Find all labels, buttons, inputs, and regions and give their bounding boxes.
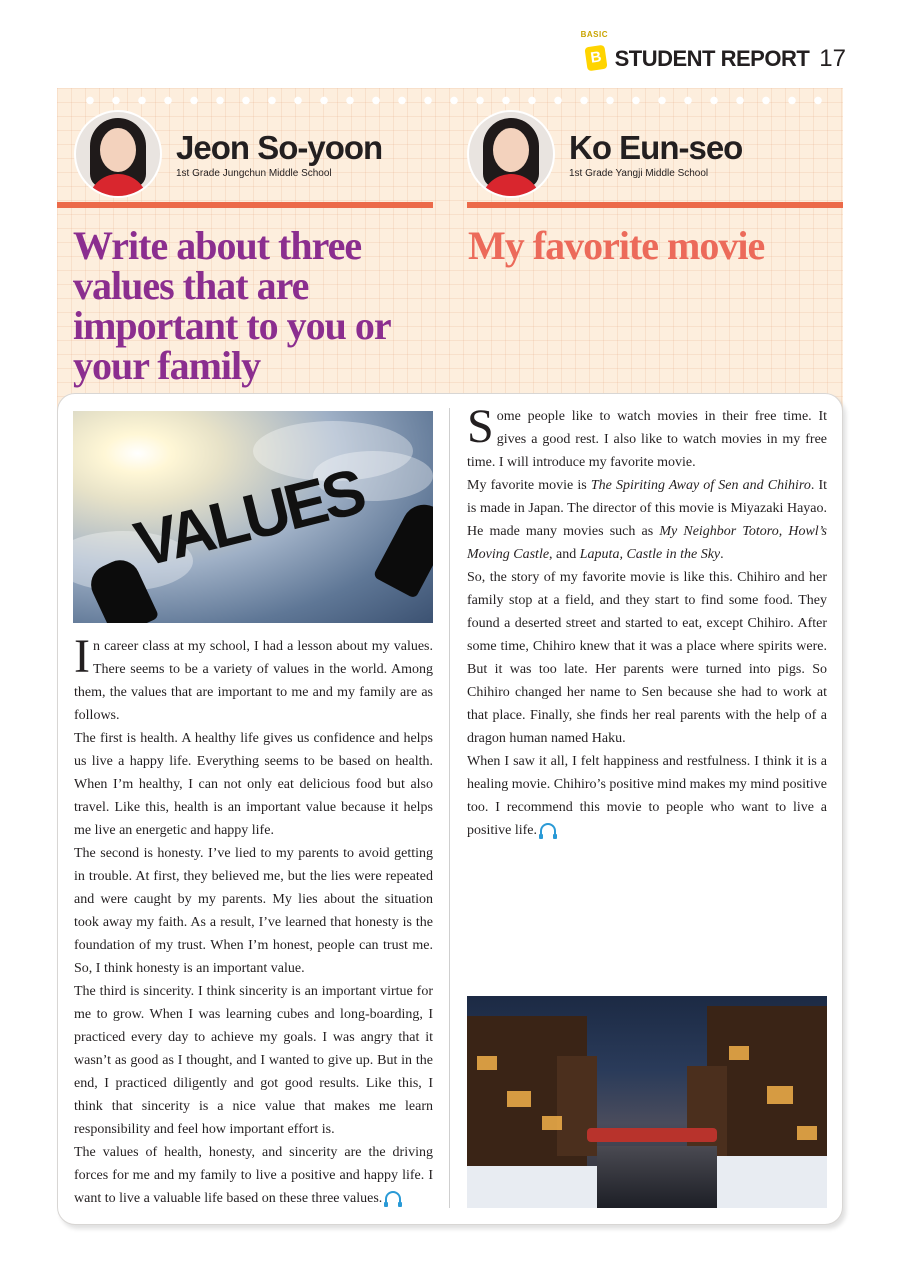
right-paragraph: When I saw it all, I felt happiness and restfulness. I think it is a healing movie. Chihiro’s positive mind makes my mind positive too. I recommend this movie to people who want to live a positive life.	[467, 754, 827, 838]
movie-title: The Spiriting Away of Sen and Chihiro	[590, 478, 811, 493]
left-paragraph: The values of health, honesty, and sincerity are the driving forces for me and my family to live a positive and happy life. I want to live a valuable life based on these three values.	[74, 1145, 433, 1206]
right-author-avatar	[467, 110, 555, 198]
left-paragraph: In career class at my school, I had a lesson about my values. There seems to be a variety of values in the world. Among them, the values that are important to me and my family are as follows.	[74, 630, 433, 723]
left-title-rule	[57, 202, 433, 208]
red-bridge	[587, 1128, 717, 1142]
left-author-name: Jeon So-yoon	[176, 128, 383, 166]
basic-badge-icon	[581, 30, 609, 72]
column-divider	[449, 408, 450, 1208]
right-paragraph: So, the story of my favorite movie is like this. Chihiro and her family stop at a field, and they start to find some food. They found a deserted street and started to eat, except Chihiro. After some time, Chihiro knew that it was a place where spirits were. But it was too late. Her parents were turned into pigs. So Chihiro changed her name to Sen because she had to work at that place. Finally, she finds her real parents with the help of a dragon human named Haku.	[467, 570, 827, 746]
right-article-title: My favorite movie	[468, 223, 765, 268]
movie-title: My Neighbor Totoro	[659, 524, 779, 539]
snowy-town-photo	[467, 996, 827, 1208]
values-photo	[73, 411, 433, 623]
badge-letter: B	[584, 45, 607, 72]
section-title: STUDENT REPORT	[614, 46, 810, 71]
right-paragraph: My favorite movie is The Spiriting Away of Sen and Chihiro. It is made in Japan. The director of this movie is Miyazaki Hayao. He made many movies such as My Neighbor Totoro, Howl’s Moving Castle, and Laputa, Castle in the Sky.	[467, 478, 828, 562]
values-photo-word: VALUES	[127, 455, 370, 581]
right-author-block	[467, 110, 742, 198]
perforation-strip	[77, 96, 823, 105]
left-drop-cap: I	[74, 630, 90, 683]
right-article-body	[467, 400, 828, 842]
movie-title: Laputa, Castle in the Sky	[579, 547, 721, 562]
badge-small-label: BASIC	[580, 30, 608, 39]
headphones-icon	[540, 823, 556, 835]
right-drop-cap: S	[467, 400, 494, 453]
right-title-rule	[467, 202, 843, 208]
right-author-school: 1st Grade Yangji Middle School	[569, 167, 709, 179]
headphones-icon	[385, 1191, 401, 1203]
left-paragraph: The third is sincerity. I think sincerity is an important virtue for me to grow. When I was learning cubes and long-boarding, I practiced every day to achieve my goals. I was angry that it wasn’t as good as I thought, and I wanted to give up. But in the end, I practiced diligently and got good results. Like this, I think that sincerity is a nice value that makes me learn responsibility and feel how important effort is.	[74, 984, 433, 1137]
left-author-school: 1st Grade Jungchun Middle School	[176, 167, 332, 179]
left-author-avatar	[74, 110, 162, 198]
right-paragraph: Some people like to watch movies in their free time. It gives a good rest. I also like to watch movies in my free time. I will introduce my favorite movie.	[467, 400, 827, 470]
left-article-body	[74, 630, 433, 1210]
right-author-name: Ko Eun-seo	[569, 128, 743, 166]
left-paragraph: The second is honesty. I’ve lied to my parents to avoid getting in trouble. At first, they believed me, but the lies were repeated and were caught by my parents. My lies about the situation took away my faith. As a result, I’ve learned that honesty is the foundation of my trust. When I’m honest, people can trust me. So, I think honesty is an important value.	[74, 846, 433, 976]
left-author-block	[74, 110, 382, 198]
movie-title: Howl’s Moving Castle	[467, 524, 827, 562]
left-paragraph: The first is health. A healthy life gives us confidence and helps us live a happy life. Everything seems to be based on health. When I’m healthy, I can not only eat delicious food but also travel. Like this, health is an important value because it helps me live an energetic and happy life.	[74, 731, 433, 838]
page-header	[581, 30, 846, 72]
page-number: 17	[819, 45, 846, 72]
left-article-title: Write about three values that are important to you or your family	[73, 223, 390, 388]
